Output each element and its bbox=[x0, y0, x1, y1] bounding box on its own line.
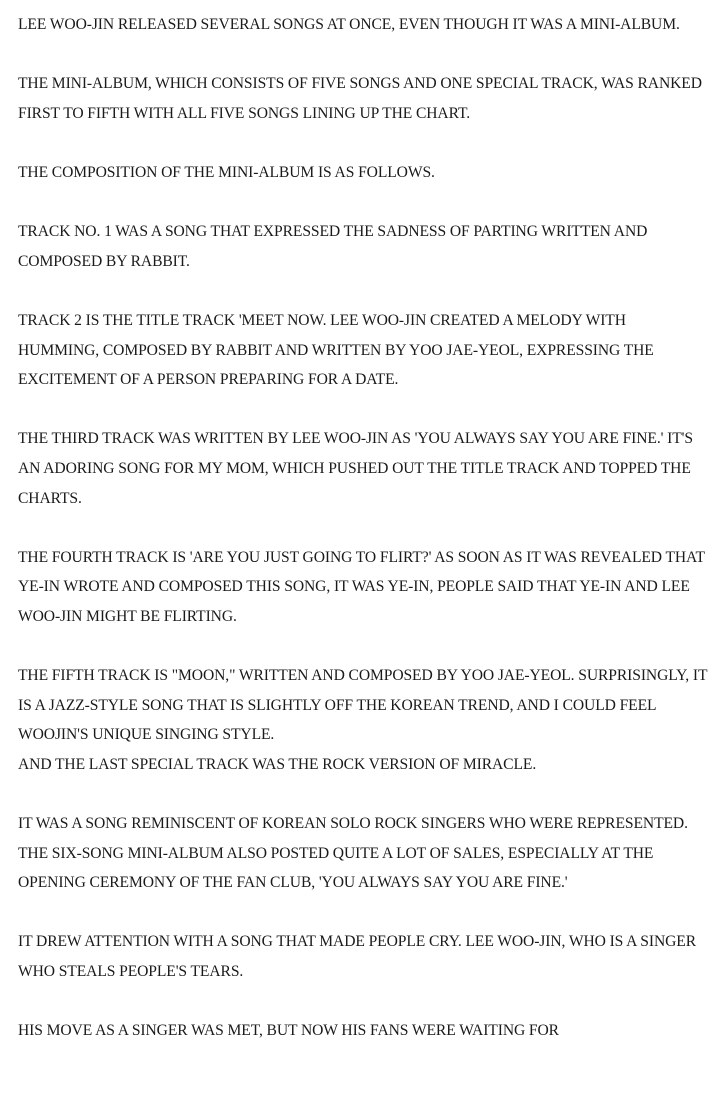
paragraph: TRACK NO. 1 WAS A SONG THAT EXPRESSED THE SADNESS OF PARTING WRITTEN AND COMPOSED BY RABBIT. bbox=[18, 223, 648, 270]
paragraph: LEE WOO-JIN RELEASED SEVERAL SONGS AT ONCE, EVEN THOUGH IT WAS A MINI-ALBUM. bbox=[18, 16, 680, 33]
paragraph: IT WAS A SONG REMINISCENT OF KOREAN SOLO ROCK SINGERS WHO WERE REPRESENTED. THE SIX-SONG MINI-ALBUM ALSO POSTED QUITE A LOT OF SALES, ESPECIALLY AT THE OPENING CEREMONY OF THE FAN CLUB, 'YOU ALWAYS SAY YOU ARE FINE.' bbox=[18, 815, 688, 892]
paragraph: THE FOURTH TRACK IS 'ARE YOU JUST GOING TO FLIRT?' AS SOON AS IT WAS REVEALED THAT YE-IN WROTE AND COMPOSED THIS SONG, IT WAS YE-IN, PEOPLE SAID THAT YE-IN AND LEE WOO-JIN MIGHT BE FLIRTING. bbox=[18, 548, 705, 625]
article-body bbox=[18, 10, 708, 1075]
paragraph: THE FIFTH TRACK IS "MOON," WRITTEN AND COMPOSED BY YOO JAE-YEOL. SURPRISINGLY, IT IS A JAZZ-STYLE SONG THAT IS SLIGHTLY OFF THE KOREAN TREND, AND I COULD FEEL WOOJIN'S UNIQUE SINGING STYLE. AND THE LAST SPECIAL TRACK WAS THE ROCK VERSION OF MIRACLE. bbox=[18, 667, 708, 773]
paragraph: HIS MOVE AS A SINGER WAS MET, BUT NOW HIS FANS WERE WAITING FOR bbox=[18, 1022, 559, 1040]
paragraph: TRACK 2 IS THE TITLE TRACK 'MEET NOW. LEE WOO-JIN CREATED A MELODY WITH HUMMING, COMPOSED BY RABBIT AND WRITTEN BY YOO JAE-YEOL, EXPRESSING THE EXCITEMENT OF A PERSON PREPARING FOR A DATE. bbox=[18, 311, 654, 389]
paragraph: THE THIRD TRACK WAS WRITTEN BY LEE WOO-JIN AS 'YOU ALWAYS SAY YOU ARE FINE.' IT'S AN ADORING SONG FOR MY MOM, WHICH PUSHED OUT THE TITLE TRACK AND TOPPED THE CHARTS. bbox=[18, 430, 693, 507]
paragraph: IT DREW ATTENTION WITH A SONG THAT MADE PEOPLE CRY. LEE WOO-JIN, WHO IS A SINGER WHO STEALS PEOPLE'S TEARS. bbox=[18, 933, 696, 980]
paragraph: THE COMPOSITION OF THE MINI-ALBUM IS AS FOLLOWS. bbox=[18, 163, 435, 181]
paragraph: THE MINI-ALBUM, WHICH CONSISTS OF FIVE SONGS AND ONE SPECIAL TRACK, WAS RANKED FIRST TO FIFTH WITH ALL FIVE SONGS LINING UP THE CHART. bbox=[18, 75, 702, 122]
